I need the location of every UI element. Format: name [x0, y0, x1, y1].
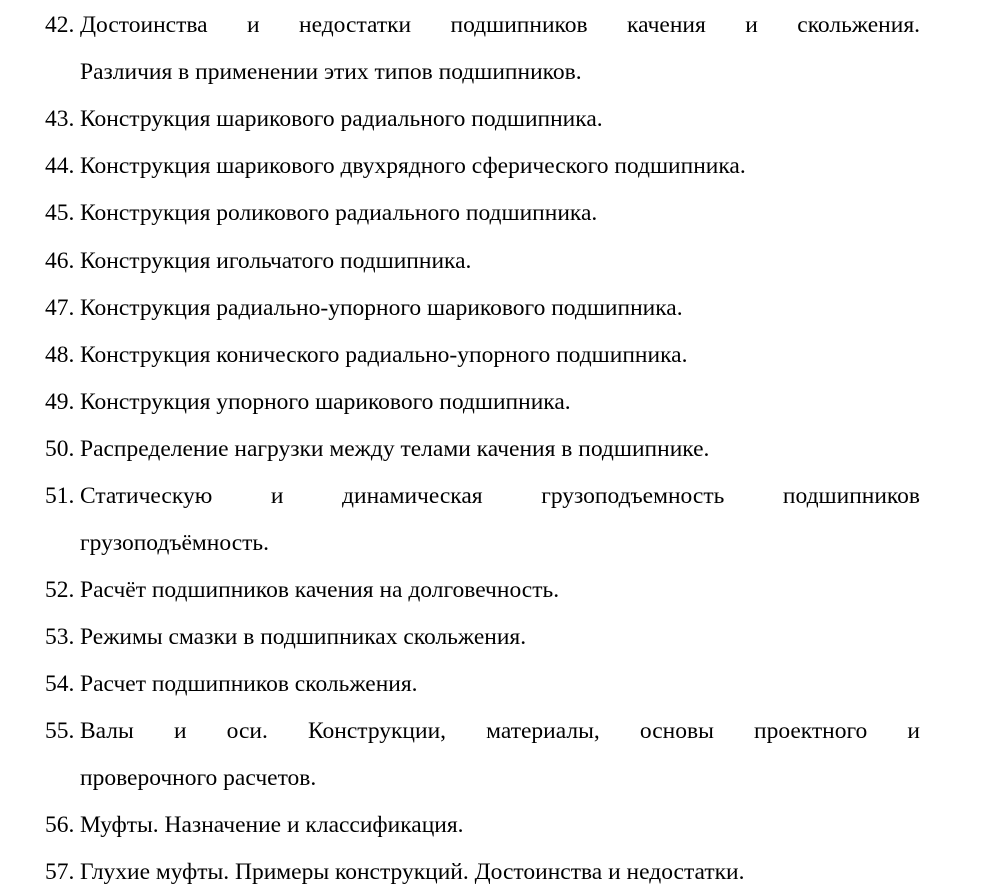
item-text: Конструкция конического радиально-упорного подшипника.	[80, 342, 688, 368]
item-number: 50.	[45, 436, 75, 462]
item-text: проверочного расчетов.	[80, 765, 317, 791]
item-text: Конструкция шарикового двухрядного сферического подшипника.	[80, 153, 746, 179]
item-number: 57.	[45, 859, 75, 885]
item-text: Режимы смазки в подшипниках скольжения.	[80, 624, 527, 650]
item-number: 47.	[45, 295, 75, 321]
item-text: Распределение нагрузки между телами качения в подшипнике.	[80, 436, 710, 462]
item-text: Конструкция роликового радиального подшипника.	[80, 200, 598, 226]
item-number: 53.	[45, 624, 75, 650]
item-text: Различия в применении этих типов подшипников.	[80, 59, 582, 85]
item-text: Расчёт подшипников качения на долговечность.	[80, 577, 560, 603]
item-number: 48.	[45, 342, 75, 368]
item-number: 51.	[45, 483, 75, 509]
item-text: Статическую и динамическая грузоподъемность подшипников	[80, 483, 920, 509]
item-number: 42.	[45, 12, 75, 38]
item-text: Муфты. Назначение и классификация.	[80, 812, 464, 838]
item-text: Конструкция игольчатого подшипника.	[80, 248, 472, 274]
item-text: Конструкция упорного шарикового подшипника.	[80, 389, 571, 415]
item-number: 43.	[45, 106, 75, 132]
item-number: 45.	[45, 200, 75, 226]
item-text: Валы и оси. Конструкции, материалы, основы проектного и	[80, 718, 920, 744]
item-text: Глухие муфты. Примеры конструкций. Достоинства и недостатки.	[80, 859, 745, 885]
item-text: Расчет подшипников скольжения.	[80, 671, 418, 697]
item-number: 55.	[45, 718, 75, 744]
item-number: 54.	[45, 671, 75, 697]
item-number: 46.	[45, 248, 75, 274]
item-text: Конструкция радиально-упорного шарикового подшипника.	[80, 295, 683, 321]
item-text: Конструкция шарикового радиального подшипника.	[80, 106, 603, 132]
item-number: 56.	[45, 812, 75, 838]
item-text: Достоинства и недостатки подшипников качения и скольжения.	[80, 12, 920, 38]
item-number: 52.	[45, 577, 75, 603]
item-number: 49.	[45, 389, 75, 415]
item-text: грузоподъёмность.	[80, 530, 269, 556]
item-number: 44.	[45, 153, 75, 179]
